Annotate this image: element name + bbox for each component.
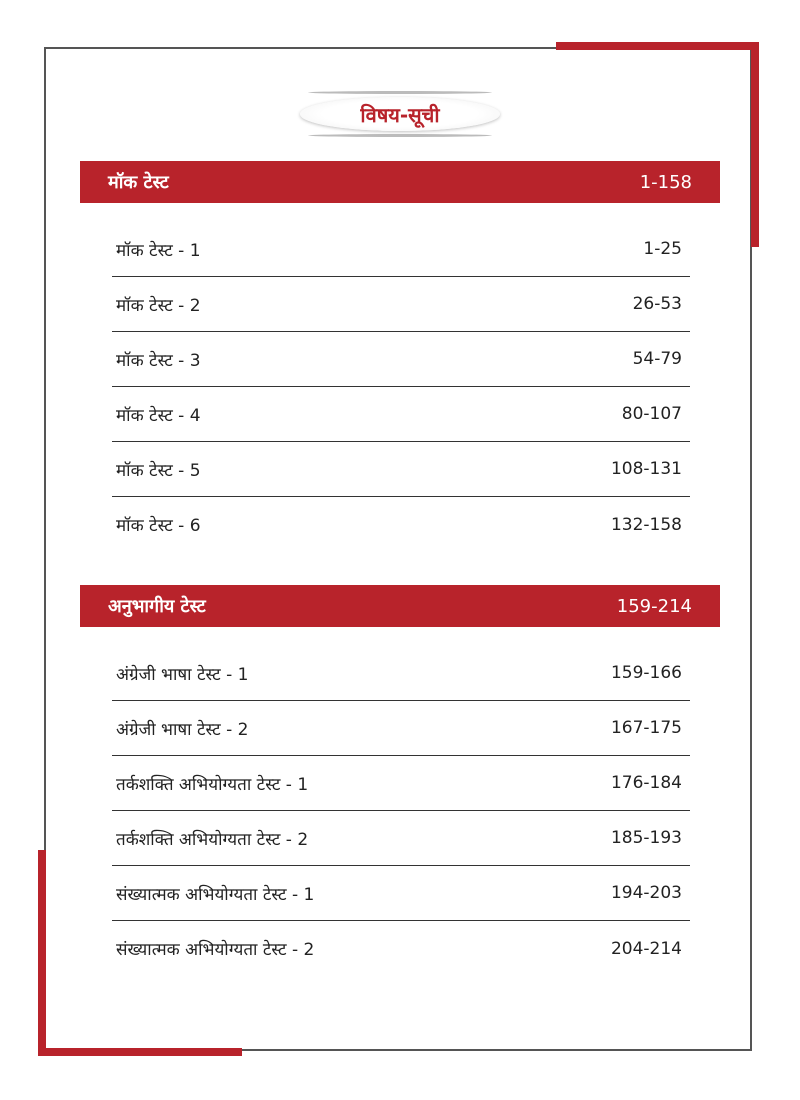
toc-row[interactable] xyxy=(112,646,690,701)
section-heading: मॉक टेस्ट xyxy=(108,172,169,193)
toc-row-label: संख्यात्मक अभियोग्यता टेस्ट - 2 xyxy=(116,940,315,960)
page-title: विषय-सूची xyxy=(360,102,440,127)
toc-row-label: मॉक टेस्ट - 6 xyxy=(116,516,201,536)
title-line-top xyxy=(308,91,492,94)
title-pill xyxy=(300,97,500,131)
section-heading: अनुभागीय टेस्ट xyxy=(108,596,206,617)
toc-row[interactable] xyxy=(112,387,690,442)
toc-row-pages: 167-175 xyxy=(610,718,682,738)
toc-row[interactable] xyxy=(112,222,690,277)
toc-row-pages: 159-166 xyxy=(610,663,682,683)
toc-row-pages: 194-203 xyxy=(610,883,682,903)
toc-row-pages: 26-53 xyxy=(632,294,682,314)
toc-row-label: मॉक टेस्ट - 5 xyxy=(116,460,201,481)
toc-row-pages: 132-158 xyxy=(610,514,682,535)
page-title-badge xyxy=(300,85,500,143)
toc-row-pages: 80-107 xyxy=(621,404,682,424)
toc-row-label: मॉक टेस्ट - 2 xyxy=(116,295,201,316)
toc-row-label: संख्यात्मक अभियोग्यता टेस्ट - 1 xyxy=(116,884,315,905)
toc-row-label: मॉक टेस्ट - 4 xyxy=(116,405,201,426)
corner-accent-bottom-left xyxy=(38,1048,242,1056)
section-range: 1-158 xyxy=(639,171,692,193)
toc-row[interactable] xyxy=(112,756,690,811)
toc-row-pages: 1-25 xyxy=(643,239,682,259)
toc-row[interactable] xyxy=(112,701,690,756)
toc-row[interactable] xyxy=(112,442,690,497)
toc-row[interactable] xyxy=(112,497,690,552)
toc-row-label: अंग्रेजी भाषा टेस्ट - 2 xyxy=(116,719,249,740)
toc-row-pages: 108-131 xyxy=(610,459,682,479)
toc-row-label: तर्कशक्ति अभियोग्यता टेस्ट - 1 xyxy=(116,774,309,795)
toc-row-pages: 185-193 xyxy=(610,828,682,848)
toc-row-label: तर्कशक्ति अभियोग्यता टेस्ट - 2 xyxy=(116,829,309,850)
title-line-bottom xyxy=(308,134,492,137)
section-header-sectional-tests[interactable] xyxy=(80,585,720,627)
toc-row-label: मॉक टेस्ट - 3 xyxy=(116,350,201,371)
section-list-sectional-tests xyxy=(112,646,690,976)
toc-row-pages: 176-184 xyxy=(610,773,682,793)
toc-row[interactable] xyxy=(112,811,690,866)
section-header-mock-tests[interactable] xyxy=(80,161,720,203)
toc-row-pages: 204-214 xyxy=(610,938,682,959)
corner-accent-bottom-left-vertical xyxy=(38,850,46,1056)
section-range: 159-214 xyxy=(616,595,692,617)
toc-row[interactable] xyxy=(112,866,690,921)
toc-row[interactable] xyxy=(112,921,690,976)
corner-accent-top-right-vertical xyxy=(751,42,759,247)
toc-row-label: अंग्रेजी भाषा टेस्ट - 1 xyxy=(116,664,249,685)
section-list-mock-tests xyxy=(112,222,690,552)
toc-row-pages: 54-79 xyxy=(632,349,682,369)
toc-row[interactable] xyxy=(112,332,690,387)
corner-accent-top-right xyxy=(556,42,759,50)
toc-row[interactable] xyxy=(112,277,690,332)
toc-row-label: मॉक टेस्ट - 1 xyxy=(116,240,201,261)
